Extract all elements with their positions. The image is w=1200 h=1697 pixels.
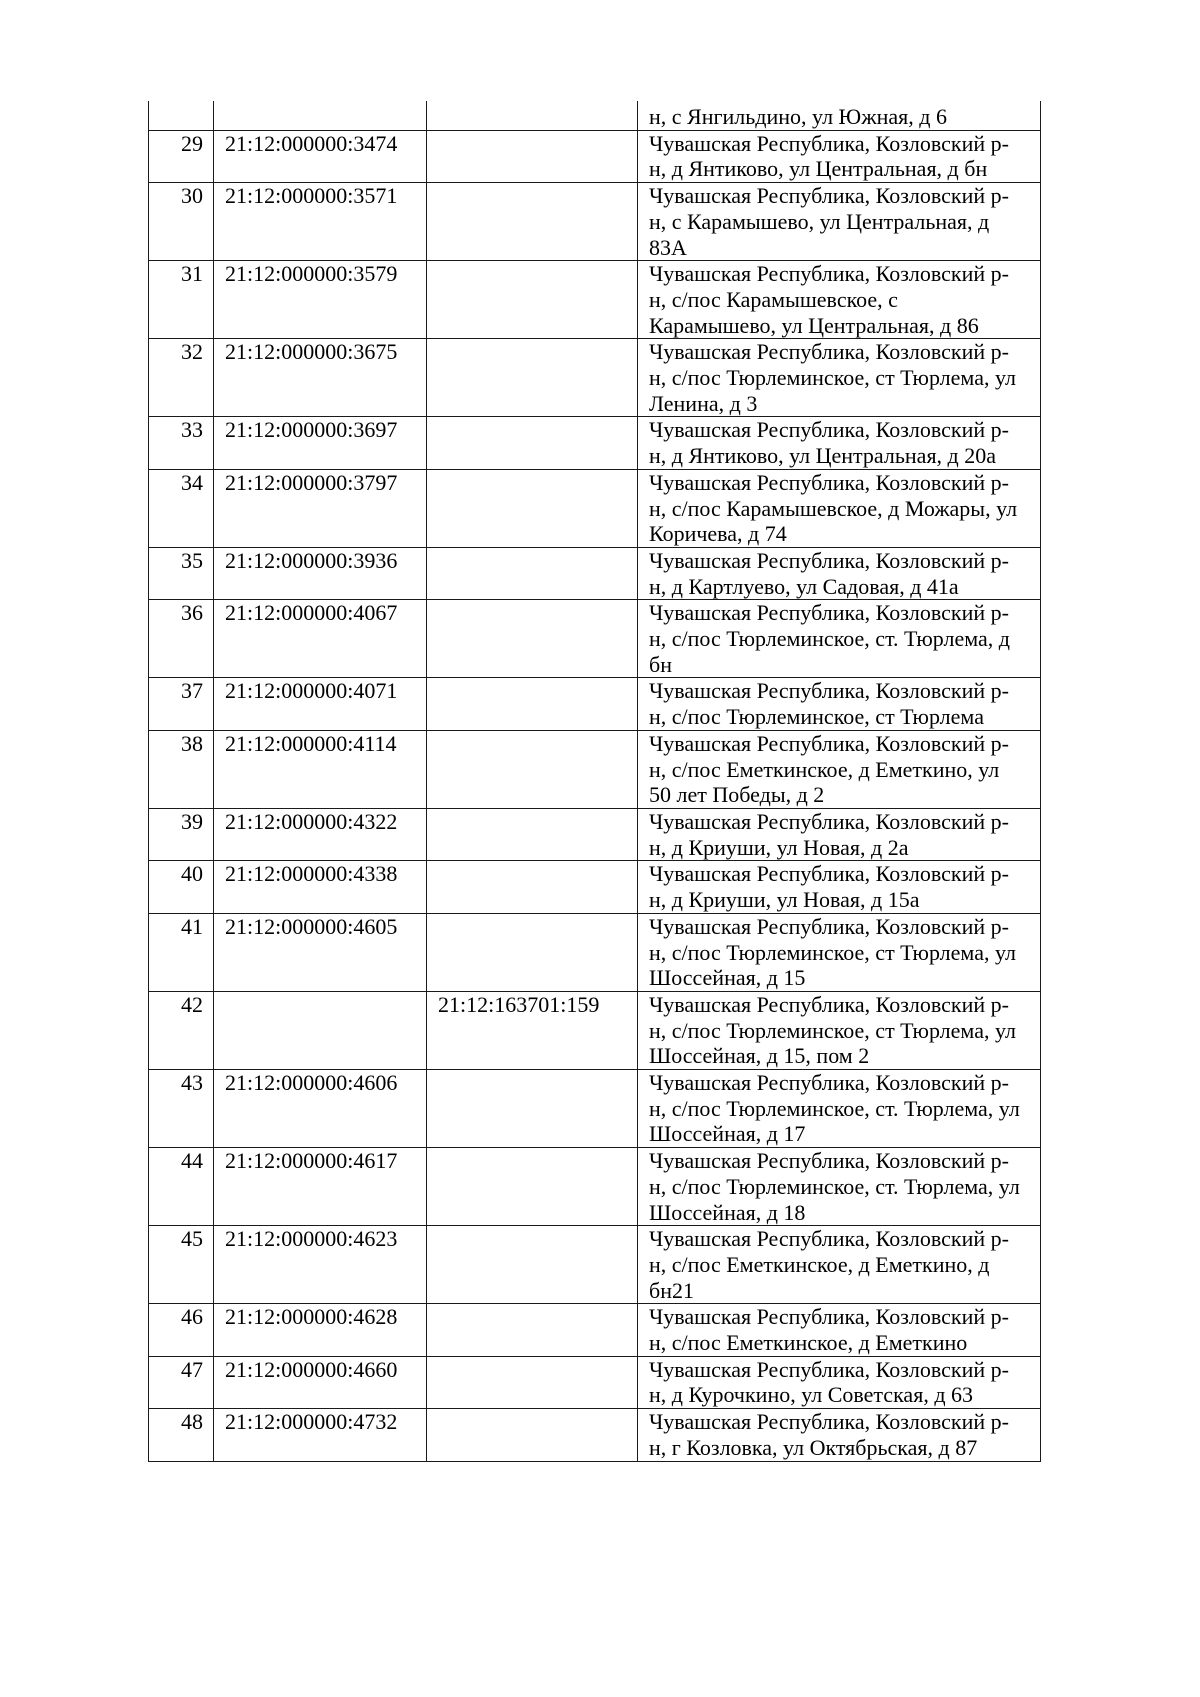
cadastral-number-alt-cell <box>427 600 638 678</box>
address-line: н, с/пос Тюрлеминское, ст Тюрлема, ул <box>649 365 1016 391</box>
cadastral-number-cell: 21:12:000000:4322 <box>214 808 427 860</box>
address-line: Чувашская Республика, Козловский р- <box>649 1409 1009 1435</box>
cadastral-number-alt-cell <box>427 417 638 469</box>
address-line: н, с/пос Еметкинское, д Еметкино, д <box>649 1251 990 1277</box>
address-line: Чувашская Республика, Козловский р- <box>649 991 1009 1017</box>
address-line: н, с/пос Тюрлеминское, ст. Тюрлема, д <box>649 626 1010 652</box>
row-number-cell: 33 <box>149 417 214 469</box>
row-number-cell: 45 <box>149 1226 214 1304</box>
table-row-continued <box>149 101 1041 130</box>
address-cell <box>638 339 1041 417</box>
address-cell <box>638 417 1041 469</box>
address-line: н, г Козловка, ул Октябрьская, д 87 <box>649 1434 978 1460</box>
table-row <box>149 1148 1041 1226</box>
cadastral-number-cell: 21:12:000000:3571 <box>214 183 427 261</box>
row-number-cell: 47 <box>149 1356 214 1408</box>
cadastral-number-cell: 21:12:000000:3675 <box>214 339 427 417</box>
cadastral-number-cell: 21:12:000000:4605 <box>214 913 427 991</box>
address-line: Чувашская Республика, Козловский р- <box>649 339 1009 365</box>
cadastral-number-cell: 21:12:000000:3936 <box>214 547 427 599</box>
address-line: н, с/пос Тюрлеминское, ст. Тюрлема, ул <box>649 1095 1020 1121</box>
row-number-cell: 30 <box>149 183 214 261</box>
cadastral-number-cell: 21:12:000000:4617 <box>214 1148 427 1226</box>
cadastral-number-alt-cell <box>427 130 638 182</box>
row-number-cell: 44 <box>149 1148 214 1226</box>
row-number-cell: 32 <box>149 339 214 417</box>
address-line: бн <box>649 651 672 677</box>
address-line: бн21 <box>649 1277 694 1303</box>
address-line: Чувашская Республика, Козловский р- <box>649 469 1009 495</box>
table-row <box>149 913 1041 991</box>
address-cell <box>638 1409 1041 1461</box>
address-line: Чувашская Республика, Козловский р- <box>649 600 1009 626</box>
address-line: Чувашская Республика, Козловский р- <box>649 730 1009 756</box>
address-line: н, с/пос Еметкинское, д Еметкино <box>649 1330 968 1356</box>
address-line: н, с/пос Еметкинское, д Еметкино, ул <box>649 756 1000 782</box>
cadastral-number-alt-cell <box>427 183 638 261</box>
cadastral-number-alt-cell <box>427 1304 638 1356</box>
address-line: н, д Картлуево, ул Садовая, д 41а <box>649 573 959 599</box>
cadastral-number-cell <box>214 101 427 130</box>
row-number-cell: 43 <box>149 1070 214 1148</box>
table-row <box>149 808 1041 860</box>
table-row <box>149 1226 1041 1304</box>
row-number-cell: 46 <box>149 1304 214 1356</box>
register-table <box>148 101 1041 1462</box>
address-line: н, д Янтиково, ул Центральная, д бн <box>649 156 988 182</box>
row-number-cell: 48 <box>149 1409 214 1461</box>
cadastral-number-alt-cell <box>427 339 638 417</box>
address-line: Коричева, д 74 <box>649 521 787 547</box>
address-line: Чувашская Республика, Козловский р- <box>649 261 1009 287</box>
address-line: Чувашская Республика, Козловский р- <box>649 913 1009 939</box>
address-line: н, с/пос Тюрлеминское, ст Тюрлема, ул <box>649 939 1016 965</box>
row-number-cell: 39 <box>149 808 214 860</box>
table-row <box>149 600 1041 678</box>
table-row <box>149 183 1041 261</box>
address-cell <box>638 1070 1041 1148</box>
cadastral-number-cell <box>214 991 427 1069</box>
address-line: Шоссейная, д 17 <box>649 1121 806 1147</box>
address-cell <box>638 861 1041 913</box>
cadastral-number-alt-cell <box>427 861 638 913</box>
table-row <box>149 730 1041 808</box>
cadastral-number-alt-cell <box>427 469 638 547</box>
address-line: 50 лет Победы, д 2 <box>649 782 825 808</box>
table-row <box>149 417 1041 469</box>
table-row <box>149 991 1041 1069</box>
address-cell <box>638 1356 1041 1408</box>
address-cell <box>638 1226 1041 1304</box>
address-cell <box>638 469 1041 547</box>
cadastral-number-alt-cell <box>427 678 638 730</box>
address-cell <box>638 261 1041 339</box>
address-line: н, д Криуши, ул Новая, д 2а <box>649 834 909 860</box>
address-cell <box>638 1148 1041 1226</box>
address-cell <box>638 183 1041 261</box>
address-line: н, д Криуши, ул Новая, д 15а <box>649 887 920 913</box>
cadastral-number-alt-cell <box>427 808 638 860</box>
address-line: н, д Янтиково, ул Центральная, д 20а <box>649 443 997 469</box>
cadastral-number-alt-cell <box>427 1409 638 1461</box>
address-line: н, с/пос Карамышевское, с <box>649 286 898 312</box>
cadastral-number-cell: 21:12:000000:4114 <box>214 730 427 808</box>
address-line: Шоссейная, д 18 <box>649 1199 806 1225</box>
address-cell <box>638 730 1041 808</box>
row-number-cell: 38 <box>149 730 214 808</box>
cadastral-number-alt-cell <box>427 101 638 130</box>
address-line: Чувашская Республика, Козловский р- <box>649 1304 1009 1330</box>
cadastral-number-alt-cell: 21:12:163701:159 <box>427 991 638 1069</box>
cadastral-number-cell: 21:12:000000:4623 <box>214 1226 427 1304</box>
cadastral-number-cell: 21:12:000000:4660 <box>214 1356 427 1408</box>
address-line: Ленина, д 3 <box>649 390 758 416</box>
address-line: Чувашская Республика, Козловский р- <box>649 861 1009 887</box>
cadastral-number-cell: 21:12:000000:4067 <box>214 600 427 678</box>
address-line: Карамышево, ул Центральная, д 86 <box>649 312 979 338</box>
row-number-cell: 35 <box>149 547 214 599</box>
table-row <box>149 1356 1041 1408</box>
row-number-cell <box>149 101 214 130</box>
row-number-cell: 42 <box>149 991 214 1069</box>
address-line: Чувашская Республика, Козловский р- <box>649 1356 1009 1382</box>
cadastral-number-alt-cell <box>427 1148 638 1226</box>
table-row <box>149 1070 1041 1148</box>
table-row <box>149 339 1041 417</box>
address-line: Шоссейная, д 15, пом 2 <box>649 1043 870 1069</box>
table-row <box>149 861 1041 913</box>
address-cell <box>638 991 1041 1069</box>
cadastral-number-alt-cell <box>427 547 638 599</box>
address-cell <box>638 1304 1041 1356</box>
address-line: Чувашская Республика, Козловский р- <box>649 808 1009 834</box>
cadastral-number-cell: 21:12:000000:3697 <box>214 417 427 469</box>
address-line: Чувашская Республика, Козловский р- <box>649 547 1009 573</box>
cadastral-number-cell: 21:12:000000:4628 <box>214 1304 427 1356</box>
cadastral-number-cell: 21:12:000000:3474 <box>214 130 427 182</box>
address-line: Чувашская Республика, Козловский р- <box>649 417 1009 443</box>
table-body <box>149 101 1041 1461</box>
table-row <box>149 1304 1041 1356</box>
address-line: Чувашская Республика, Козловский р- <box>649 1226 1009 1252</box>
address-line: н, с/пос Карамышевское, д Можары, ул <box>649 495 1018 521</box>
address-line: Чувашская Республика, Козловский р- <box>649 1148 1009 1174</box>
table-row <box>149 678 1041 730</box>
address-cell <box>638 913 1041 991</box>
row-number-cell: 29 <box>149 130 214 182</box>
address-line: н, с/пос Тюрлеминское, ст Тюрлема, ул <box>649 1017 1016 1043</box>
cadastral-number-alt-cell <box>427 261 638 339</box>
table-row <box>149 130 1041 182</box>
cadastral-number-alt-cell <box>427 913 638 991</box>
table-row <box>149 261 1041 339</box>
row-number-cell: 31 <box>149 261 214 339</box>
address-cell <box>638 101 1041 130</box>
address-line: н, с Янгильдино, ул Южная, д 6 <box>649 104 947 129</box>
address-line: 83А <box>649 234 687 260</box>
address-line: н, с/пос Тюрлеминское, ст. Тюрлема, ул <box>649 1173 1020 1199</box>
row-number-cell: 36 <box>149 600 214 678</box>
address-line: Шоссейная, д 15 <box>649 965 806 991</box>
address-cell <box>638 547 1041 599</box>
row-number-cell: 37 <box>149 678 214 730</box>
row-number-cell: 40 <box>149 861 214 913</box>
row-number-cell: 41 <box>149 913 214 991</box>
row-number-cell: 34 <box>149 469 214 547</box>
address-cell <box>638 130 1041 182</box>
cadastral-number-cell: 21:12:000000:3797 <box>214 469 427 547</box>
address-line: н, с Карамышево, ул Центральная, д <box>649 208 990 234</box>
address-cell <box>638 678 1041 730</box>
cadastral-number-alt-cell <box>427 1356 638 1408</box>
cadastral-number-cell: 21:12:000000:4606 <box>214 1070 427 1148</box>
address-line: н, д Курочкино, ул Советская, д 63 <box>649 1382 974 1408</box>
table-row <box>149 469 1041 547</box>
cadastral-number-cell: 21:12:000000:4732 <box>214 1409 427 1461</box>
address-line: Чувашская Республика, Козловский р- <box>649 678 1009 704</box>
address-line: н, с/пос Тюрлеминское, ст Тюрлема <box>649 704 984 730</box>
address-cell <box>638 600 1041 678</box>
cadastral-number-alt-cell <box>427 730 638 808</box>
address-line: Чувашская Республика, Козловский р- <box>649 183 1009 209</box>
table-row <box>149 547 1041 599</box>
table-row <box>149 1409 1041 1461</box>
address-line: Чувашская Республика, Козловский р- <box>649 130 1009 156</box>
address-cell <box>638 808 1041 860</box>
cadastral-number-cell: 21:12:000000:4338 <box>214 861 427 913</box>
address-line: Чувашская Республика, Козловский р- <box>649 1070 1009 1096</box>
cadastral-number-alt-cell <box>427 1070 638 1148</box>
cadastral-number-cell: 21:12:000000:3579 <box>214 261 427 339</box>
cadastral-number-cell: 21:12:000000:4071 <box>214 678 427 730</box>
cadastral-number-alt-cell <box>427 1226 638 1304</box>
